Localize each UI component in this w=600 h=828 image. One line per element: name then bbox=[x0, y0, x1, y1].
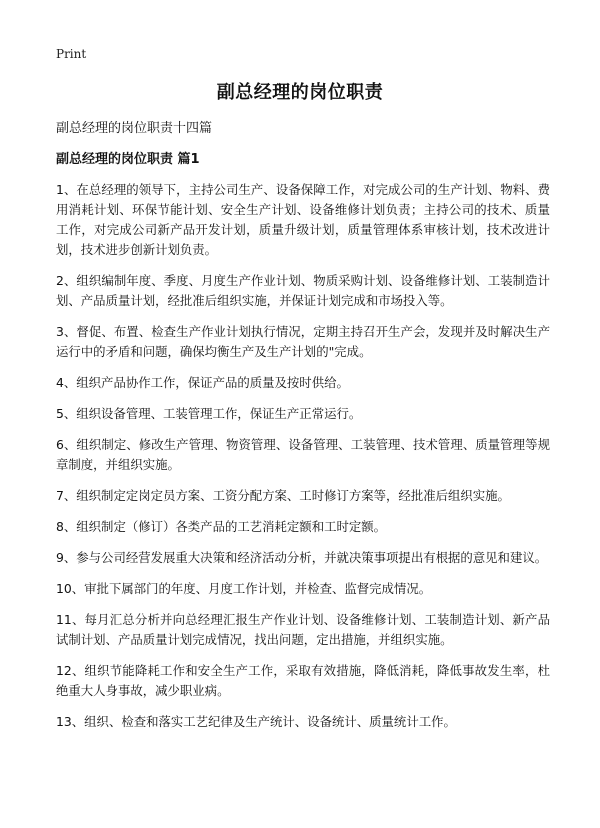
duty-item: 4、组织产品协作工作，保证产品的质量及按时供给。 bbox=[56, 375, 349, 390]
duty-item: 9、参与公司经营发展重大决策和经济活动分析，并就决策事项提出有根据的意见和建议。 bbox=[56, 550, 548, 565]
duty-item: 6、组织制定、修改生产管理、物资管理、设备管理、工装管理、技术管理、质量管理等规章制度，并组织实施。 bbox=[56, 437, 550, 472]
page-title: 副总经理的岗位职责 bbox=[216, 82, 384, 103]
duty-item: 8、组织制定（修订）各类产品的工艺消耗定额和工时定额。 bbox=[56, 519, 387, 534]
duty-item: 11、每月汇总分析并向总经理汇报生产作业计划、设备维修计划、工装制造计划、新产品试制计划、产品质量计划完成情况，找出问题，定出措施，并组织实施。 bbox=[56, 612, 550, 647]
document-subtitle: 副总经理的岗位职责十四篇 bbox=[56, 121, 213, 136]
duty-item: 3、督促、布置、检查生产作业计划执行情况，定期主持召开生产会，发现并及时解决生产运行中的矛盾和问题，确保均衡生产及生产计划的"完成。 bbox=[56, 324, 550, 359]
duty-item: 5、组织设备管理、工装管理工作，保证生产正常运行。 bbox=[56, 406, 362, 421]
duty-item: 12、组织节能降耗工作和安全生产工作，采取有效措施，降低消耗，降低事故发生率，杜绝重大人身事故，减少职业病。 bbox=[56, 663, 550, 698]
duty-item: 10、审批下属部门的年度、月度工作计划，并检查、监督完成情况。 bbox=[56, 581, 432, 596]
print-link[interactable]: Print bbox=[56, 47, 87, 61]
duty-item: 1、在总经理的领导下，主持公司生产、设备保障工作，对完成公司的生产计划、物料、费用消耗计划、环保节能计划、安全生产计划、设备维修计划负责；主持公司的技术、质量工作，对完成公司新产品开发计划，质量升级计划，质量管理体系审核计划，技术改进计划，技术进步创新计划负责。 bbox=[56, 182, 550, 257]
duty-item: 7、组织制定定岗定员方案、工资分配方案、工时修订方案等，经批准后组织实施。 bbox=[56, 488, 510, 503]
section-heading: 副总经理的岗位职责 篇1 bbox=[56, 152, 200, 167]
duty-item: 2、组织编制年度、季度、月度生产作业计划、物质采购计划、设备维修计划、工装制造计划、产品质量计划，经批准后组织实施，并保证计划完成和市场投入等。 bbox=[56, 273, 550, 308]
duty-list bbox=[56, 180, 550, 743]
duty-item: 13、组织、检查和落实工艺纪律及生产统计、设备统计、质量统计工作。 bbox=[56, 714, 456, 729]
